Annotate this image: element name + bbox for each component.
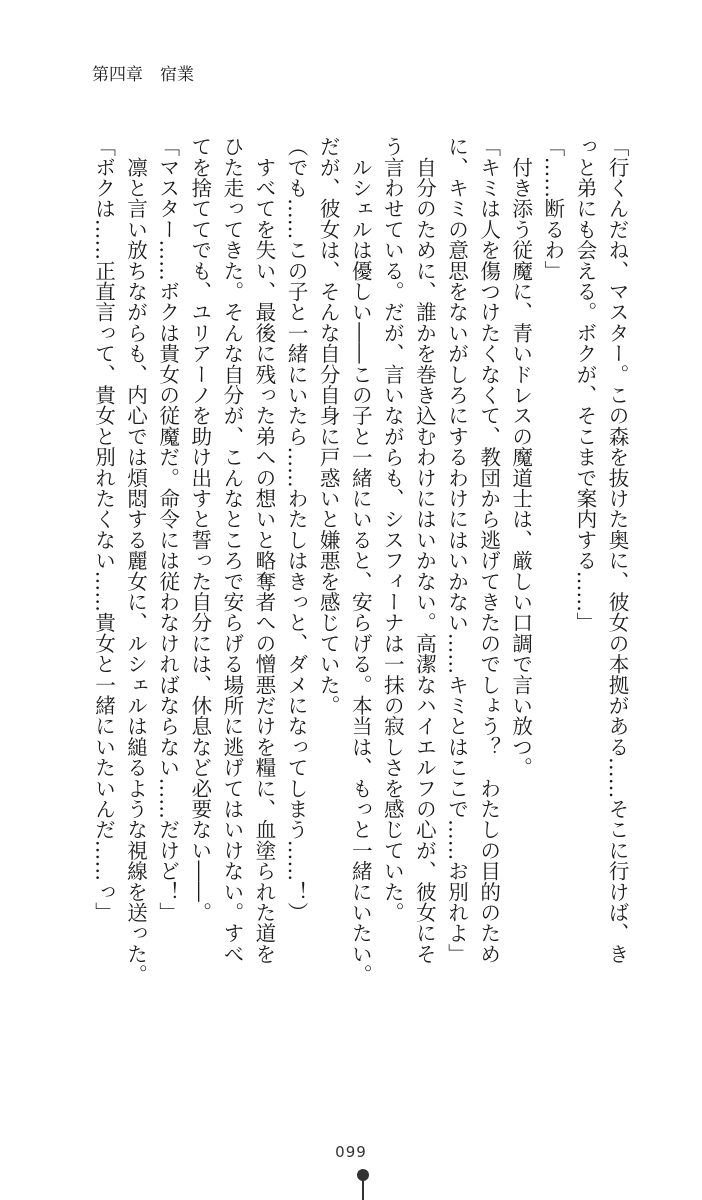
text-column: ルシェルは優しい――この子と一緒にいると、安らげる。本当は、もっと一緒にいたい。 <box>348 136 373 985</box>
text-column: だが、彼女は、そんな自分自身に戸惑いと嫌悪を感じていた。 <box>316 136 341 716</box>
text-column: すべてを失い、最後に残った弟への想いと略奪者への憎悪だけを糧に、血塗られた道を <box>251 136 276 964</box>
text-column: 「キミは人を傷つけたくなくて、教団から逃げてきたのでしょう？ わたしの目的のため <box>476 136 501 964</box>
text-column: う言わせている。だが、言いながらも、シスフィーナは一抹の寂しさを感じていた。 <box>380 136 405 923</box>
text-column: 「行くんだね、マスター。この森を抜けた奥に、彼女の本拠がある……そこに行けば、き <box>605 136 629 964</box>
text-column: （でも……この子と一緒にいたら……わたしはきっと、ダメになってしまう……！） <box>284 136 309 923</box>
text-column: 自分のために、誰かを巻き込むわけにはいかない。高潔なハイエルフの心が、彼女にそ <box>412 136 437 964</box>
text-column: 付き添う従魔に、青いドレスの魔道士は、厳しい口調で言い放つ。 <box>508 136 533 778</box>
text-column: 「ボクは……正直言って、貴女と別れたくない……貴女と一緒にいたいんだ……っ」 <box>91 136 116 923</box>
text-column: てを捨ててでも、ユリアーノを助け出すと誓った自分には、休息など必要ない――。 <box>187 136 212 923</box>
running-head-chapter-title: 第四章 宿業 <box>92 65 194 85</box>
page-number: 099 <box>335 1143 367 1161</box>
text-column: っと弟にも会える。ボクが、そこまで案内する……」 <box>572 136 597 633</box>
text-column: 「……断るわ」 <box>540 136 565 281</box>
text-column: ひた走ってきた。そんな自分が、こんなところで安らげる場所に逃げてはいけない。すべ <box>219 136 244 964</box>
vertical-text-body <box>87 136 633 986</box>
text-column: に、キミの意思をないがしろにするわけにはいかない……キミとはここで……お別れよ」 <box>444 136 469 964</box>
text-column: 「マスター……ボクは貴女の従魔だ。命令には従わなければならない……だけど！」 <box>155 136 180 923</box>
text-column: 凛と言い放ちながらも、内心では煩悶する麗女に、ルシェルは縋るような視線を送った。 <box>123 136 148 985</box>
page-marker-line <box>362 1180 364 1200</box>
